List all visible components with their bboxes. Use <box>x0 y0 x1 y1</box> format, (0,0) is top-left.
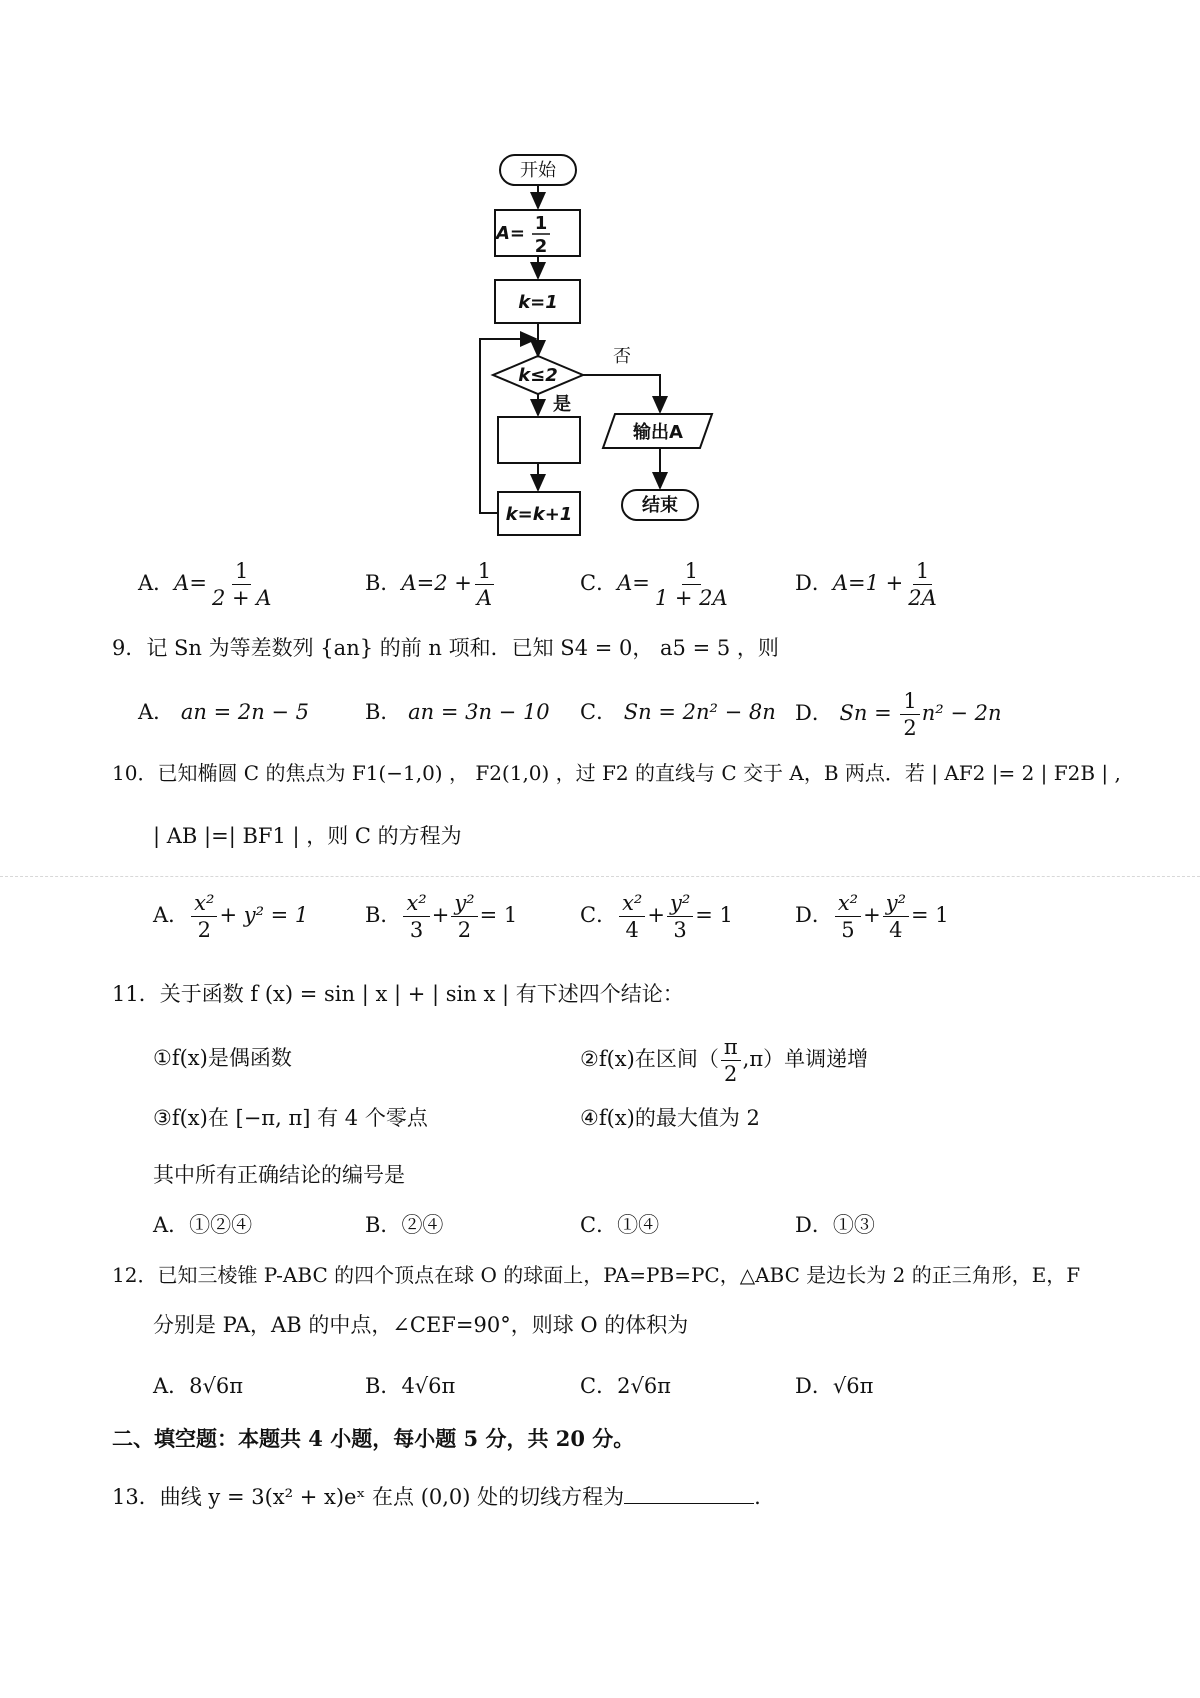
end-label: 结束 <box>642 495 678 516</box>
q12-option-b: B．4√6π <box>365 1374 456 1398</box>
q8-option-c: C．A= $\frac{1}{1 + 2A}$ <box>580 559 728 611</box>
q10-stem-line2: | AB |=| BF1 | ，则 C 的方程为 <box>153 824 462 848</box>
q10-option-a: A． $\frac{\text{x²}}{2}$ + y² = 1 <box>153 891 309 943</box>
condition-label: k≤2 <box>518 365 558 386</box>
q8-option-b: B．A=2 + $\frac{1}{A}$ <box>365 560 497 609</box>
q9-option-c: C． Sn = 2n² − 8n <box>580 700 776 724</box>
q11-option-d: D．①③ <box>795 1213 875 1237</box>
flowchart <box>0 0 1200 560</box>
q10-option-d: D． $\frac{\text{x²}}{5}$ + $\frac{\text{y²}}{4}$ = 1 <box>795 891 949 943</box>
q11-option-a: A．①②④ <box>153 1213 253 1237</box>
page-divider <box>0 876 1200 877</box>
q12-option-d: D．√6π <box>795 1374 874 1398</box>
q12-stem-line1: 12．已知三棱锥 P-ABC 的四个顶点在球 O 的球面上，PA=PB=PC，△ABC 是边长为 2 的正三角形，E，F <box>112 1263 1081 1287</box>
increment-label: k=k+1 <box>505 504 573 525</box>
output-label: 输出A <box>633 422 683 443</box>
q11-statement-2: ②f(x)在区间（ $\frac{\pi}{2}$ ,π）单调递增 <box>580 1035 869 1087</box>
q11-ask: 其中所有正确结论的编号是 <box>153 1163 405 1187</box>
q8-option-a: A．A= $\frac{1}{2 + A}$ <box>138 559 272 611</box>
q12-option-c: C．2√6π <box>580 1374 671 1398</box>
q11-statement-3: ③f(x)在 [−π, π] 有 4 个零点 <box>153 1106 428 1130</box>
q11-statement-1: ①f(x)是偶函数 <box>153 1046 292 1070</box>
q11-statement-4: ④f(x)的最大值为 2 <box>580 1106 760 1130</box>
q9-option-b: B． an = 3n − 10 <box>365 700 550 724</box>
q10-option-b: B． $\frac{\text{x²}}{3}$ + $\frac{\text{y²}}{2}$ = 1 <box>365 891 518 943</box>
q10-stem-line1: 10．已知椭圆 C 的焦点为 F1(−1,0) ， F2(1,0) ，过 F2 的直线与 C 交于 A，B 两点．若 | AF2 |= 2 | F2B | , <box>112 761 1121 785</box>
q9-stem: 9．记 Sn 为等差数列 {an} 的前 n 项和．已知 S4 = 0， a5 = 5 ，则 <box>112 636 779 660</box>
yes-label: 是 <box>553 394 571 415</box>
q12-stem-line2: 分别是 PA，AB 的中点，∠CEF=90°，则球 O 的体积为 <box>153 1313 689 1337</box>
empty-process-box <box>498 417 580 463</box>
init-a-num: 1 <box>534 213 548 234</box>
q9-option-d: D． Sn = $\frac{1}{2}$ n² − 2n <box>795 689 1002 741</box>
q12-option-a: A．8√6π <box>153 1374 244 1398</box>
q10-option-c: C． $\frac{\text{x²}}{4}$ + $\frac{\text{y²}}{3}$ = 1 <box>580 891 733 943</box>
init-k-label: k=1 <box>518 292 558 313</box>
start-label: 开始 <box>520 160 556 181</box>
q11-stem: 11．关于函数 f (x) = sin | x | + | sin x | 有下述四个结论： <box>112 982 684 1006</box>
no-label: 否 <box>613 346 631 367</box>
q11-option-c: C．①④ <box>580 1213 660 1237</box>
q13-answer-blank[interactable] <box>624 1502 754 1504</box>
init-a-label: A= <box>495 223 525 244</box>
section-2-heading: 二、填空题：本题共 4 小题，每小题 5 分，共 20 分。 <box>112 1426 635 1451</box>
q13-stem: 13．曲线 y = 3(x² + x)eˣ 在点 (0,0) 处的切线方程为 . <box>112 1485 761 1509</box>
q9-option-a: A． an = 2n − 5 <box>138 700 310 724</box>
init-a-den: 2 <box>534 236 548 257</box>
q11-option-b: B．②④ <box>365 1213 444 1237</box>
q8-option-d: D．A=1 + $\frac{1}{2A}$ <box>795 559 937 611</box>
